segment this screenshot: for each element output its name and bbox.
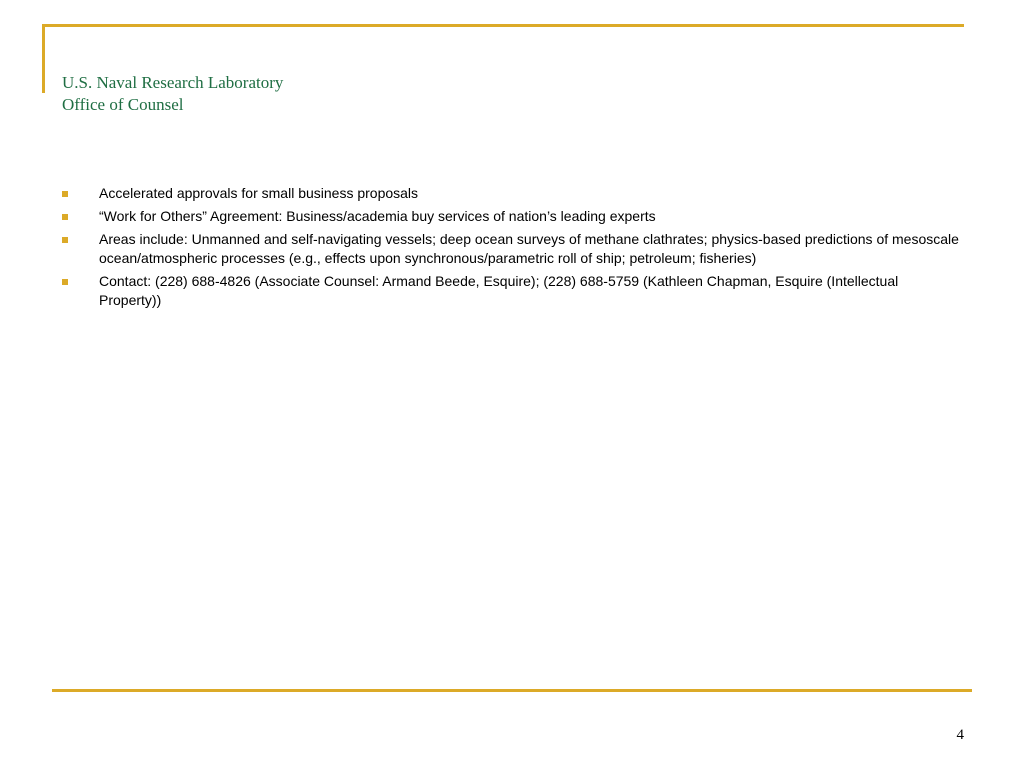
square-bullet-icon — [62, 191, 68, 197]
title-organization: U.S. Naval Research Laboratory — [62, 73, 284, 92]
square-bullet-icon — [62, 279, 68, 285]
square-bullet-icon — [62, 237, 68, 243]
bullet-text: “Work for Others” Agreement: Business/academia buy services of nation’s leading experts — [99, 208, 656, 224]
list-item — [61, 272, 961, 310]
bullet-list — [61, 184, 961, 314]
bottom-divider — [52, 689, 972, 692]
bullet-text: Accelerated approvals for small business proposals — [99, 185, 419, 201]
list-item — [61, 207, 961, 226]
bullet-text: Contact: (228) 688-4826 (Associate Counsel: Armand Beede, Esquire); (228) 688-5759 (Kathleen Chapman, Esquire (Intellectual Property)) — [99, 273, 899, 308]
page-number: 4 — [956, 727, 964, 743]
left-accent-bar — [42, 24, 45, 93]
slide-title — [62, 72, 283, 116]
bullet-text: Areas include: Unmanned and self-navigating vessels; deep ocean surveys of methane clathrates; physics-based predictions of mesoscale ocean/atmospheric processes (e.g., effects upon synchronous/parametric roll of ship; petroleum; fisheries) — [99, 231, 959, 266]
list-item — [61, 230, 961, 268]
list-item — [61, 184, 961, 203]
title-office: Office of Counsel — [62, 95, 184, 114]
square-bullet-icon — [62, 214, 68, 220]
top-divider — [42, 24, 964, 27]
